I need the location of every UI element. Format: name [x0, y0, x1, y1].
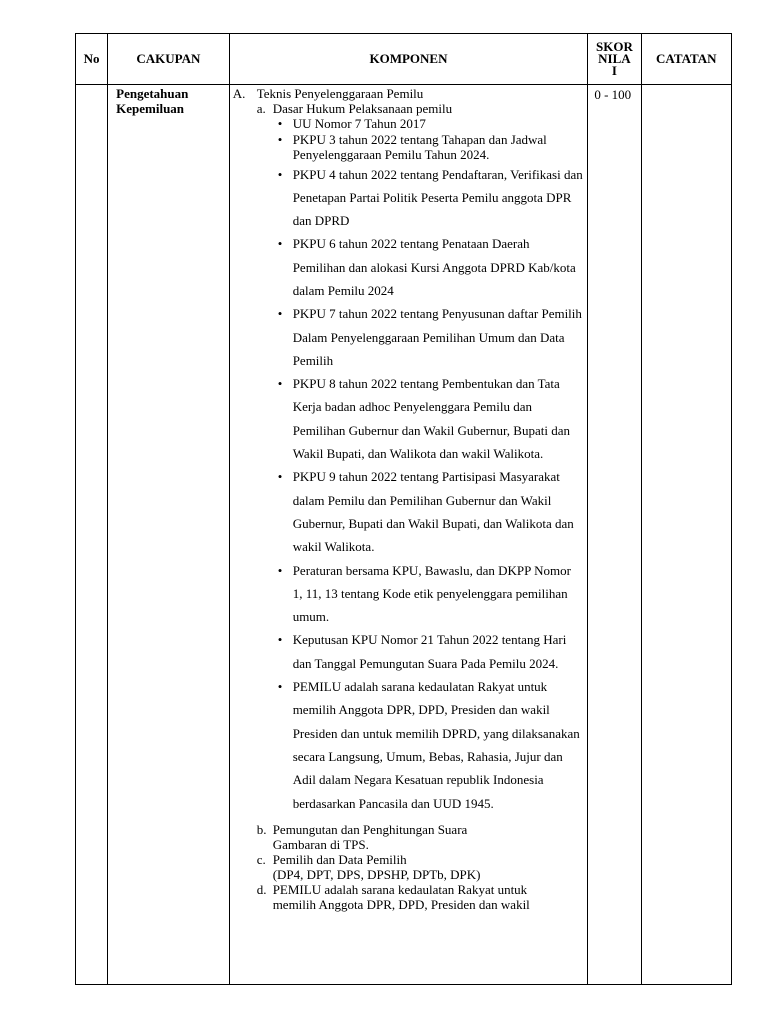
cell-komponen [229, 85, 588, 985]
subsection-title: PEMILU adalah sarana kedaulatan Rakyat untuk [272, 881, 528, 897]
section-label: A. [232, 86, 246, 101]
subsection-d [230, 882, 588, 912]
list-item: • Keputusan KPU Nomor 21 Tahun 2022 tentang Hari dan Tanggal Pemungutan Suara Pada Pemilu 2024. [230, 628, 588, 675]
subsection-label: b. [256, 821, 267, 837]
list-item: • PKPU 4 tahun 2022 tentang Pendaftaran, Verifikasi dan Penetapan Partai Politik Peserta Pemilu anggota DPR dan DPRD [230, 163, 588, 233]
cell-catatan [641, 85, 731, 985]
cakupan-line: Pengetahuan [116, 86, 189, 101]
subsection-title: Pemilih dan Data Pemilih [272, 851, 407, 867]
section-a [230, 86, 588, 101]
header-skor-line: NILA [598, 51, 631, 66]
subsection-title: Pemungutan dan Penghitungan Suara [272, 821, 468, 837]
list-item: • PKPU 9 tahun 2022 tentang Partisipasi Masyarakat dalam Pemilu dan Pemilihan Gubernur dan Wakil Gubernur, Bupati dan Wakil Bupati, dan Walikota dan wakil Walikota. [230, 465, 588, 558]
header-skor-line: SKOR [596, 39, 633, 54]
subsection-c [230, 852, 588, 882]
header-komponen: KOMPONEN [229, 34, 588, 85]
subsection-label: d. [256, 881, 267, 897]
cell-cakupan [108, 85, 230, 985]
subsection-label: c. [256, 851, 266, 867]
subsection-detail: (DP4, DPT, DPS, DPSHP, DPTb, DPK) [272, 866, 481, 882]
list-item: • PKPU 8 tahun 2022 tentang Pembentukan dan Tata Kerja badan adhoc Penyelenggara Pemilu dan Pemilihan Gubernur dan Wakil Gubernur, Bupati dan Wakil Bupati, dan Walikota dan wakil Walikota. [230, 372, 588, 465]
header-row [76, 34, 732, 85]
list-item: • PKPU 6 tahun 2022 tentang Penataan Daerah Pemilihan dan alokasi Kursi Anggota DPRD Kab/kota dalam Pemilu 2024 [230, 232, 588, 302]
cell-no [76, 85, 108, 985]
subsection-detail: memilih Anggota DPR, DPD, Presiden dan wakil [272, 896, 530, 912]
header-catatan: CATATAN [641, 34, 731, 85]
table-row [76, 85, 732, 985]
cell-skor: 0 - 100 [588, 85, 641, 985]
assessment-table [75, 33, 732, 985]
list-item: • PKPU 3 tahun 2022 tentang Tahapan dan Jadwal Penyelenggaraan Pemilu Tahun 2024. [230, 132, 588, 163]
header-cakupan: CAKUPAN [108, 34, 230, 85]
subsection-b [230, 822, 588, 852]
section-title: Teknis Penyelenggaraan Pemilu [256, 86, 424, 101]
subsection-label: a. [256, 101, 266, 116]
header-skor-line: I [611, 63, 617, 78]
subsection-a [230, 101, 588, 116]
list-item: • UU Nomor 7 Tahun 2017 [230, 116, 588, 132]
header-no: No [76, 34, 108, 85]
header-skor-nilai [588, 34, 641, 85]
subsection-title: Dasar Hukum Pelaksanaan pemilu [272, 101, 453, 116]
list-item: • PEMILU adalah sarana kedaulatan Rakyat untuk memilih Anggota DPR, DPD, Presiden dan wakil Presiden dan untuk memilih DPRD, yang dilaksanakan secara Langsung, Umum, Bebas, Rahasia, Jujur dan Adil dalam Negara Kesatuan republik Indonesia berdasarkan Pancasila dan UUD 1945. [230, 675, 588, 815]
cakupan-line: Kepemiluan [116, 101, 185, 116]
list-item: • Peraturan bersama KPU, Bawaslu, dan DKPP Nomor 1, 11, 13 tentang Kode etik penyelenggara pemilihan umum. [230, 559, 588, 629]
subsection-detail: Gambaran di TPS. [272, 836, 369, 852]
list-item: • PKPU 7 tahun 2022 tentang Penyusunan daftar Pemilih Dalam Penyelenggaraan Pemilihan Umum dan Data Pemilih [230, 302, 588, 372]
